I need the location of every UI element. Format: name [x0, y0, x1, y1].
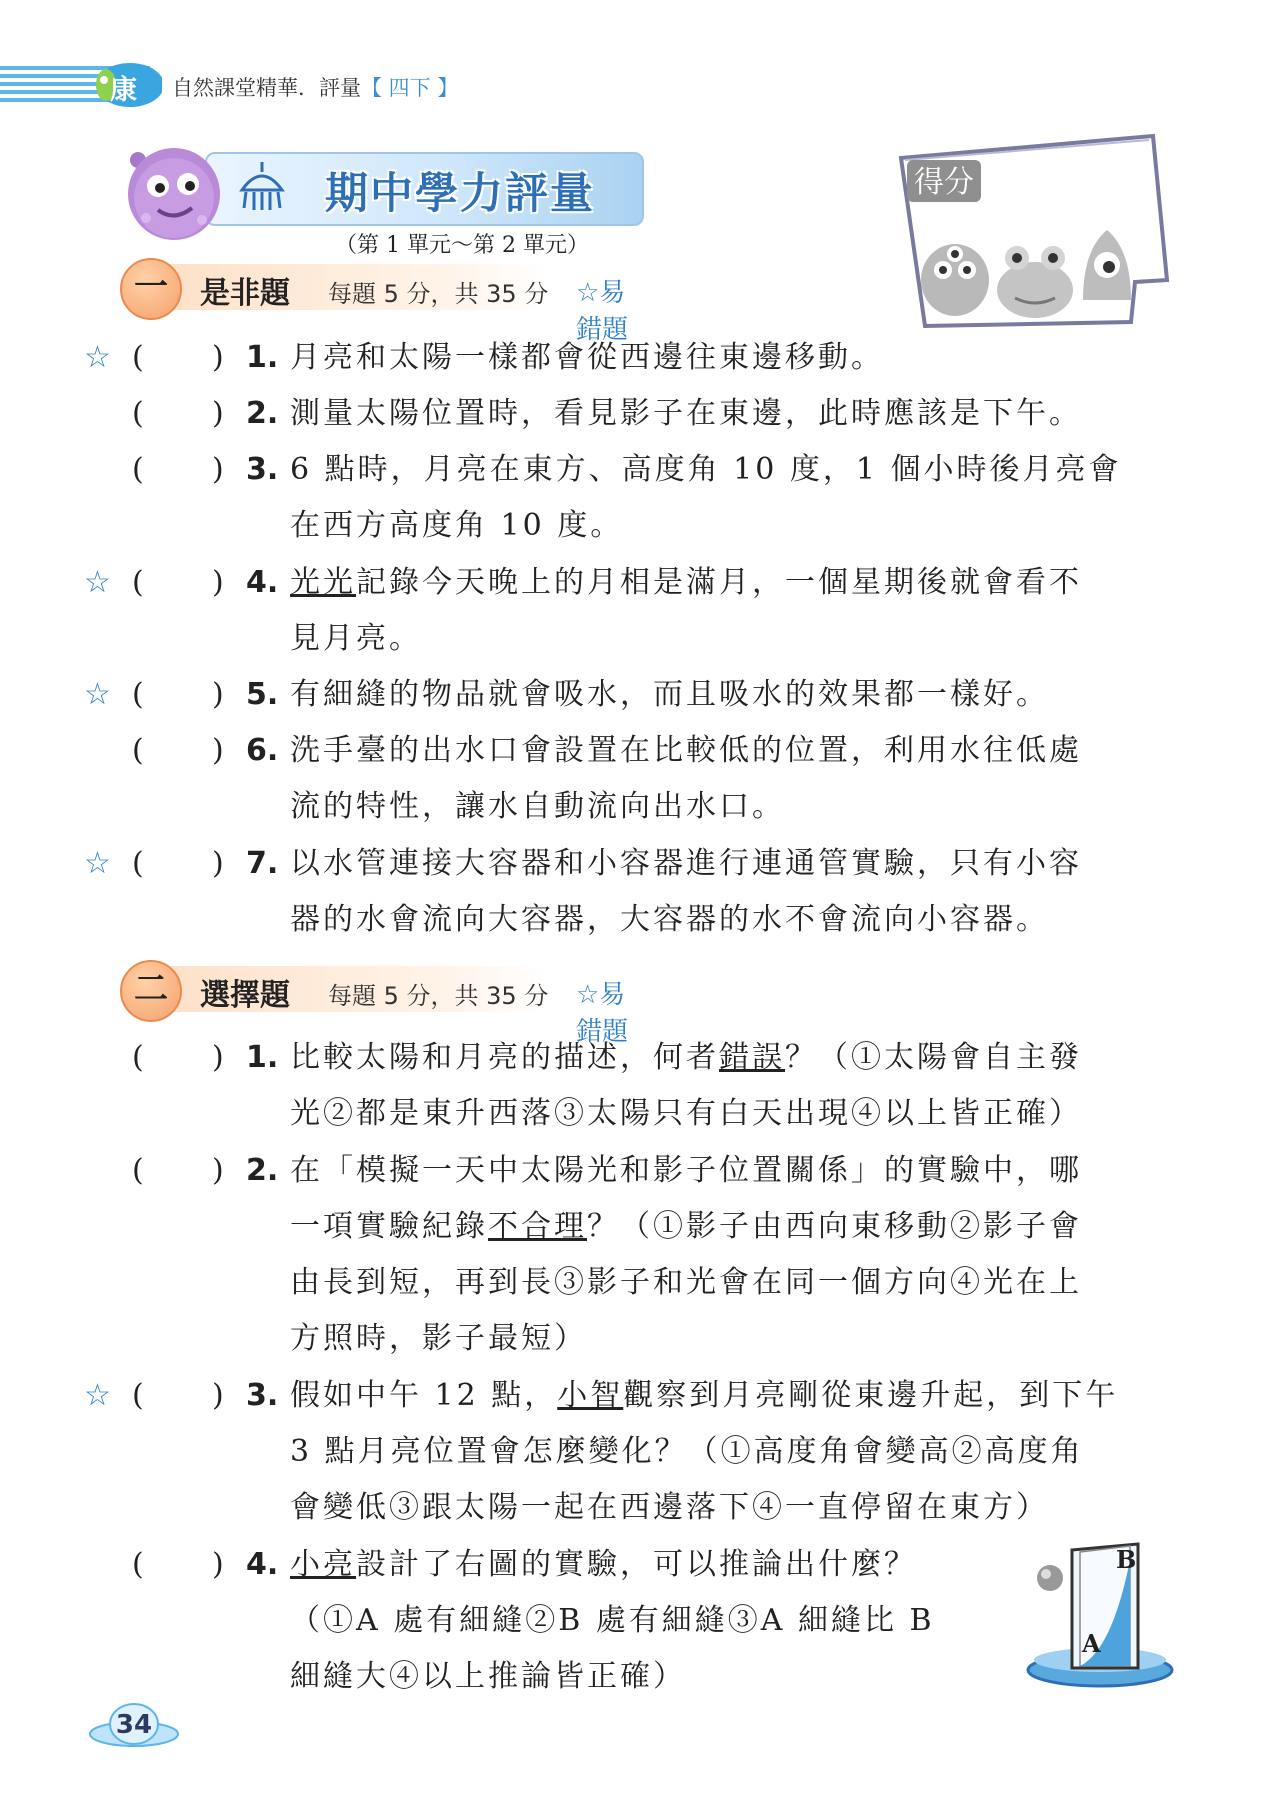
question-text	[290, 386, 1082, 442]
question-text-post: ？（①太陽會自主發	[785, 1040, 1082, 1075]
answer-paren-close: )	[212, 1040, 224, 1075]
question-text-post: 觀察到月亮剛從東邊升起，到下午	[623, 1378, 1119, 1413]
answer-paren-open: (	[132, 846, 144, 881]
question-number: 4.	[246, 565, 279, 600]
answer-paren-open: (	[132, 1040, 144, 1075]
grade-label: 【 四下 】	[361, 76, 459, 100]
question-text-body: 測量太陽位置時，看見影子在東邊，此時應該是下午。	[290, 396, 1082, 431]
section-label: 選擇題	[200, 978, 290, 1013]
answer-paren-open: (	[132, 1378, 144, 1413]
question-text-post: ？（①影子由西向東移動②影子會	[587, 1209, 1082, 1244]
answer-paren-open: (	[132, 340, 144, 375]
answer-paren-open: (	[132, 452, 144, 487]
series-title	[172, 72, 458, 102]
question-number: 3.	[246, 452, 279, 487]
question-text-body: 有細縫的物品就會吸水，而且吸水的效果都一樣好。	[290, 677, 1049, 712]
question-text-continued: 3 點月亮位置會怎麼變化？（①高度角會變高②高度角	[290, 1434, 1084, 1469]
question-text	[290, 1537, 917, 1593]
hard-star-icon: ☆	[84, 846, 111, 881]
score-label: 得分	[914, 165, 974, 200]
alien-mascot-icon	[118, 138, 230, 248]
question-number: 5.	[246, 677, 279, 712]
score-box	[895, 130, 1175, 330]
figure-label-a: A	[1082, 1629, 1101, 1658]
answer-paren-close: )	[212, 1378, 224, 1413]
question-number: 2.	[246, 1153, 279, 1188]
true-false-question	[0, 836, 1282, 892]
question-text-continued: 器的水會流向大容器，大容器的水不會流向小容器。	[290, 902, 1049, 937]
question-text-pre: 假如中午 12 點，	[290, 1378, 558, 1413]
answer-paren-close: )	[212, 677, 224, 712]
figure-label-b: B	[1116, 1545, 1137, 1574]
jellyfish-icon	[232, 160, 292, 215]
question-text-continued: 由長到短，再到長③影子和光會在同一個方向④光在上	[290, 1265, 1082, 1300]
question-number: 4.	[246, 1547, 279, 1582]
answer-paren-open: (	[132, 565, 144, 600]
hard-star-icon: ☆	[84, 340, 111, 375]
answer-paren-close: )	[212, 340, 224, 375]
person-name: 光光	[290, 565, 356, 600]
question-text-pre: 比較太陽和月亮的描述，何者	[290, 1040, 719, 1075]
question-text	[290, 723, 1082, 779]
question-text	[290, 1368, 1118, 1424]
question-text	[290, 555, 1082, 611]
answer-paren-close: )	[212, 565, 224, 600]
question-text-body: 月亮和太陽一樣都會從西邊往東邊移動。	[290, 340, 884, 375]
question-number: 1.	[246, 340, 279, 375]
question-text-body: 記錄今天晚上的月相是滿月，一個星期後就會看不	[356, 565, 1082, 600]
answer-paren-close: )	[212, 1153, 224, 1188]
question-emphasis: 錯誤	[719, 1040, 785, 1075]
answer-paren-open: (	[132, 677, 144, 712]
page-number-badge	[88, 1700, 180, 1750]
hard-star-icon: ☆	[84, 677, 111, 712]
capillary-experiment-figure	[1020, 1540, 1180, 1690]
true-false-question	[0, 723, 1282, 779]
title-subtitle: （第 1 單元～第 2 單元）	[335, 233, 589, 258]
question-text	[290, 330, 884, 386]
section-scoring: 每題 5 分，共 35 分	[328, 982, 549, 1010]
true-false-question	[0, 442, 1282, 498]
question-text	[290, 442, 1122, 498]
question-text	[290, 1030, 1082, 1086]
question-text-continued: 會變低③跟太陽一起在西邊落下④一直停留在東方）	[290, 1490, 1049, 1525]
question-text-continued	[290, 1199, 1082, 1255]
question-number: 6.	[246, 733, 279, 768]
answer-paren-close: )	[212, 1547, 224, 1582]
answer-paren-close: )	[212, 846, 224, 881]
question-text	[290, 836, 1082, 892]
hard-star-icon: ☆	[84, 565, 111, 600]
answer-paren-open: (	[132, 1547, 144, 1582]
question-text-continued: 在西方高度角 10 度。	[290, 508, 624, 543]
question-number: 7.	[246, 846, 279, 881]
question-text-pre: 在「模擬一天中太陽光和影子位置關係」的實驗中，哪	[290, 1153, 1082, 1188]
question-text-body: 6 點時，月亮在東方、高度角 10 度，1 個小時後月亮會	[290, 452, 1122, 487]
page-number: 34	[115, 1710, 153, 1740]
question-text-continued: 方照時，影子最短）	[290, 1321, 587, 1356]
section-label: 是非題	[200, 276, 290, 311]
brand-text: 康	[110, 75, 137, 106]
answer-paren-close: )	[212, 733, 224, 768]
question-text-pre: 一項實驗紀錄	[290, 1209, 488, 1244]
section-multiple-choice-header	[120, 960, 640, 1047]
hard-star-icon: ☆	[84, 1378, 111, 1413]
question-text-continued: 見月亮。	[290, 621, 422, 656]
question-text-body: 洗手臺的出水口會設置在比較低的位置，利用水往低處	[290, 733, 1082, 768]
true-false-question	[0, 330, 1282, 386]
answer-paren-open: (	[132, 733, 144, 768]
question-text	[290, 667, 1049, 723]
answer-paren-close: )	[212, 396, 224, 431]
hard-question-legend: ☆易錯題	[576, 980, 629, 1047]
section-scoring: 每題 5 分，共 35 分	[328, 280, 549, 308]
question-text-continued: 流的特性，讓水自動流向出水口。	[290, 789, 785, 824]
section-number: 一	[134, 267, 168, 307]
question-number: 1.	[246, 1040, 279, 1075]
question-emphasis: 小智	[557, 1378, 624, 1413]
question-text	[290, 1143, 1082, 1199]
question-text-post: 設計了右圖的實驗，可以推論出什麼？	[356, 1547, 917, 1582]
answer-paren-open: (	[132, 1153, 144, 1188]
page-title: 期中學力評量	[325, 169, 595, 219]
question-number: 2.	[246, 396, 279, 431]
question-text-continued: 光②都是東升西落③太陽只有白天出現④以上皆正確）	[290, 1096, 1082, 1131]
question-emphasis: 小亮	[290, 1547, 356, 1582]
answer-paren-open: (	[132, 396, 144, 431]
series-name: 自然課堂精華．評量	[172, 76, 361, 100]
question-text-continued: （①A 處有細縫②B 處有細縫③A 細縫比 B	[290, 1603, 935, 1638]
section-number: 二	[134, 969, 168, 1009]
true-false-question	[0, 386, 1282, 442]
question-number: 3.	[246, 1378, 279, 1413]
question-text-continued: 細縫大④以上推論皆正確）	[290, 1659, 686, 1694]
true-false-question	[0, 555, 1282, 611]
true-false-question	[0, 667, 1282, 723]
question-text-body: 以水管連接大容器和小容器進行連通管實驗，只有小容	[290, 846, 1082, 881]
question-emphasis: 不合理	[488, 1209, 587, 1244]
section-true-false-header	[120, 258, 640, 345]
answer-paren-close: )	[212, 452, 224, 487]
hard-question-legend: ☆易錯題	[576, 278, 629, 345]
